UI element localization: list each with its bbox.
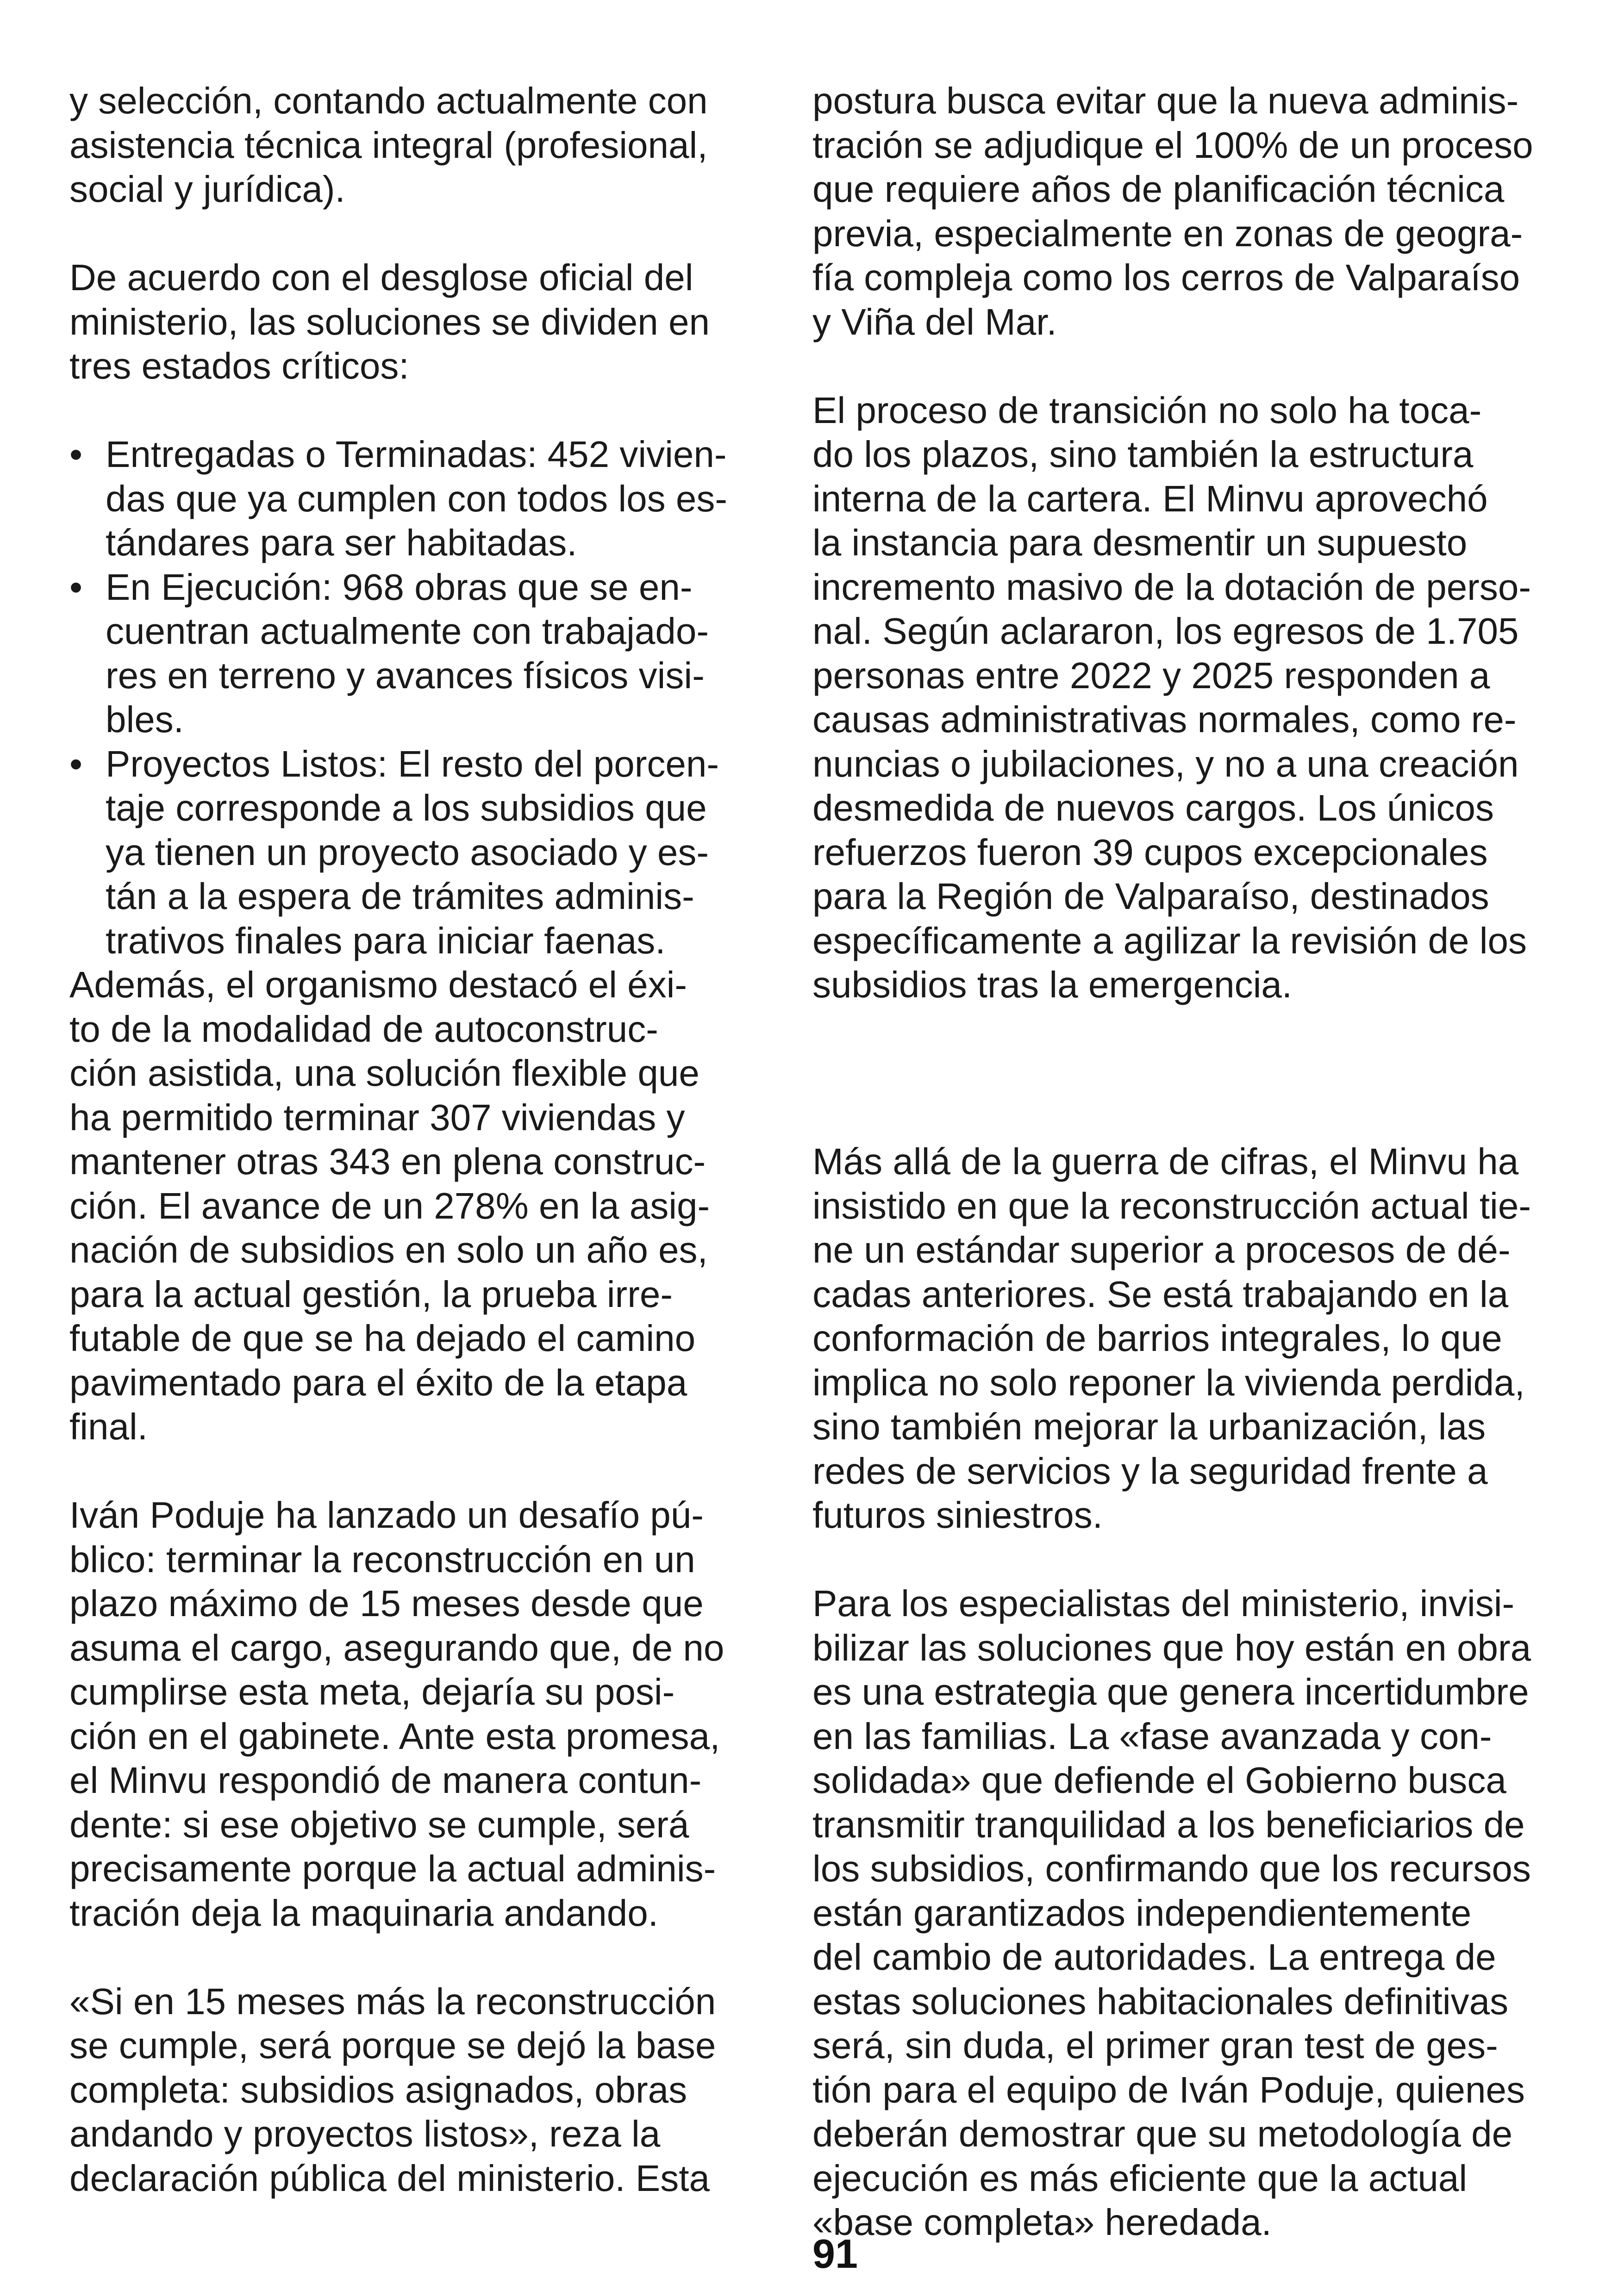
- text-line: ne un estándar superior a procesos de dé-: [812, 1229, 1511, 1270]
- bullet-text: Entregadas o Terminadas: 452 vivien-: [106, 434, 727, 475]
- text-line: Para los especialistas del ministerio, invisi-: [812, 1583, 1515, 1624]
- text-line: y selección, contando actualmente con: [69, 80, 708, 121]
- bullet-line: ya tienen un proyecto asociado y es-: [106, 831, 709, 873]
- text-line: cadas anteriores. Se está trabajando en la: [812, 1273, 1509, 1315]
- text-line: insistido en que la reconstrucción actual tie-: [812, 1185, 1531, 1226]
- paragraph-spacer: [812, 1007, 1567, 1095]
- right-paragraph-4: [812, 1581, 1567, 2245]
- text-line: transmitir tranquilidad a los beneficiarios de: [812, 1804, 1525, 1845]
- text-line: que requiere años de planificación técnica: [812, 168, 1505, 210]
- bullet-text: Proyectos Listos: El resto del porcen-: [106, 743, 719, 784]
- text-line: implica no solo reponer la vivienda perdida,: [812, 1362, 1525, 1403]
- right-column: [812, 79, 1567, 2245]
- text-line: ción asistida, una solución flexible que: [69, 1052, 700, 1094]
- bullet-line: [69, 432, 755, 477]
- right-paragraph-3: [812, 1139, 1567, 1537]
- text-line: sino también mejorar la urbanización, las: [812, 1406, 1486, 1447]
- text-line: Además, el organismo destacó el éxi-: [69, 964, 687, 1005]
- text-line: en las familias. La «fase avanzada y con-: [812, 1715, 1492, 1757]
- text-line: y Viña del Mar.: [812, 301, 1057, 342]
- text-line: estas soluciones habitacionales definitivas: [812, 1980, 1509, 2022]
- text-line: para la actual gestión, la prueba irre-: [69, 1273, 673, 1315]
- paragraph-spacer: [69, 212, 755, 256]
- text-line: bilizar las soluciones que hoy están en obra: [812, 1627, 1531, 1668]
- left-paragraph-2: [69, 255, 755, 388]
- bullet-line: res en terreno y avances físicos visi-: [106, 654, 705, 696]
- text-line: solidada» que defiende el Gobierno busca: [812, 1760, 1506, 1801]
- paragraph-spacer: [812, 344, 1567, 388]
- left-column: [69, 79, 755, 2200]
- text-line: pavimentado para el éxito de la etapa: [69, 1362, 687, 1403]
- left-paragraph-3: [69, 963, 755, 1449]
- paragraph-spacer: [69, 1449, 755, 1493]
- text-line: andando y proyectos listos», reza la: [69, 2113, 661, 2154]
- text-line: del cambio de autoridades. La entrega de: [812, 1936, 1496, 1978]
- text-line: nuncias o jubilaciones, y no a una creación: [812, 743, 1519, 784]
- text-line: to de la modalidad de autoconstruc-: [69, 1008, 658, 1050]
- right-paragraph-1: [812, 79, 1567, 344]
- left-paragraph-1: [69, 79, 755, 212]
- text-line: cumplirse esta meta, dejaría su posi-: [69, 1671, 675, 1712]
- text-line: ción. El avance de un 278% en la asig-: [69, 1185, 710, 1226]
- bullet-item-proyectos-listos: [69, 742, 755, 963]
- text-line: será, sin duda, el primer gran test de ges-: [812, 2025, 1498, 2066]
- bullet-icon: •: [69, 743, 83, 784]
- text-line: completa: subsidios asignados, obras: [69, 2069, 687, 2110]
- bullet-icon: •: [69, 434, 83, 475]
- text-line: mantener otras 343 en plena construc-: [69, 1141, 706, 1182]
- bullet-line: [69, 742, 755, 786]
- text-line: Iván Poduje ha lanzado un desafío pú-: [69, 1494, 704, 1536]
- bullet-line: [69, 565, 755, 610]
- text-line: previa, especialmente en zonas de geogra-: [812, 212, 1523, 254]
- text-line: tración se adjudique el 100% de un proceso: [812, 124, 1533, 166]
- text-line: De acuerdo con el desglose oficial del: [69, 257, 693, 298]
- text-line: «Si en 15 meses más la reconstrucción: [69, 1980, 716, 2022]
- text-line: social y jurídica).: [69, 168, 345, 210]
- bullet-text: En Ejecución: 968 obras que se en-: [106, 566, 693, 608]
- bullet-icon: •: [69, 566, 83, 608]
- text-line: fía compleja como los cerros de Valparaíso: [812, 257, 1520, 298]
- bullet-line: bles.: [106, 699, 184, 740]
- text-line: interna de la cartera. El Minvu aprovechó: [812, 478, 1488, 519]
- text-line: asuma el cargo, asegurando que, de no: [69, 1627, 725, 1668]
- text-line: nal. Según aclararon, los egresos de 1.705: [812, 610, 1519, 652]
- text-line: ejecución es más eficiente que la actual: [812, 2157, 1468, 2199]
- text-line: refuerzos fueron 39 cupos excepcionales: [812, 831, 1488, 873]
- text-line: dente: si ese objetivo se cumple, será: [69, 1804, 689, 1845]
- text-line: declaración pública del ministerio. Esta: [69, 2157, 710, 2199]
- bullet-line: trativos finales para iniciar faenas.: [106, 920, 666, 961]
- text-line: plazo máximo de 15 meses desde que: [69, 1583, 704, 1624]
- bullet-line: taje corresponde a los subsidios que: [106, 787, 707, 828]
- text-line: «base completa» heredada.: [812, 2202, 1272, 2243]
- bullet-line: tán a la espera de trámites adminis-: [106, 876, 694, 917]
- text-line: nación de subsidios en solo un año es,: [69, 1229, 708, 1270]
- bullet-line: das que ya cumplen con todos los es-: [106, 478, 728, 519]
- paragraph-spacer: [69, 388, 755, 433]
- paragraph-spacer: [69, 1935, 755, 1979]
- text-line: la instancia para desmentir un supuesto: [812, 522, 1468, 563]
- paragraph-spacer: [812, 1537, 1567, 1582]
- text-line: personas entre 2022 y 2025 responden a: [812, 654, 1490, 696]
- text-line: los subsidios, confirmando que los recursos: [812, 1848, 1531, 1889]
- text-line: es una estrategia que genera incertidumbre: [812, 1671, 1529, 1712]
- text-line: tración deja la maquinaria andando.: [69, 1892, 658, 1934]
- text-line: ministerio, las soluciones se dividen en: [69, 301, 710, 342]
- text-line: ha permitido terminar 307 viviendas y: [69, 1096, 685, 1138]
- text-line: El proceso de transición no solo ha toca-: [812, 389, 1482, 431]
- paragraph-spacer: [812, 1095, 1567, 1140]
- text-line: subsidios tras la emergencia.: [812, 964, 1293, 1005]
- text-line: deberán demostrar que su metodología de: [812, 2113, 1513, 2154]
- text-line: tres estados críticos:: [69, 345, 409, 386]
- bullet-line: tándares para ser habitadas.: [106, 522, 577, 563]
- text-line: do los plazos, sino también la estructura: [812, 434, 1474, 475]
- text-line: asistencia técnica integral (profesional,: [69, 124, 708, 166]
- text-line: precisamente porque la actual adminis-: [69, 1848, 716, 1889]
- text-line: desmedida de nuevos cargos. Los únicos: [812, 787, 1494, 828]
- text-line: conformación de barrios integrales, lo que: [812, 1318, 1502, 1359]
- text-line: para la Región de Valparaíso, destinados: [812, 876, 1489, 917]
- bullet-line: cuentran actualmente con trabajado-: [106, 610, 709, 652]
- text-line: blico: terminar la reconstrucción en un: [69, 1538, 695, 1580]
- text-line: incremento masivo de la dotación de perso-: [812, 566, 1531, 608]
- text-line: final.: [69, 1406, 148, 1447]
- left-paragraph-4: [69, 1493, 755, 1935]
- bullet-list: [69, 432, 755, 963]
- text-line: están garantizados independientemente: [812, 1892, 1472, 1934]
- text-line: tión para el equipo de Iván Poduje, quienes: [812, 2069, 1525, 2110]
- left-paragraph-5: [69, 1979, 755, 2201]
- bullet-item-ejecucion: [69, 565, 755, 742]
- text-line: futuros siniestros.: [812, 1494, 1103, 1536]
- text-line: específicamente a agilizar la revisión de los: [812, 920, 1527, 961]
- text-line: Más allá de la guerra de cifras, el Minvu ha: [812, 1141, 1519, 1182]
- text-line: redes de servicios y la seguridad frente a: [812, 1450, 1488, 1492]
- page-number: 91: [812, 2231, 858, 2277]
- right-paragraph-2: [812, 388, 1567, 1007]
- text-line: se cumple, será porque se dejó la base: [69, 2025, 716, 2066]
- bullet-item-entregadas: [69, 432, 755, 565]
- text-line: postura busca evitar que la nueva adminis-: [812, 80, 1519, 121]
- text-line: futable de que se ha dejado el camino: [69, 1318, 696, 1359]
- text-line: el Minvu respondió de manera contun-: [69, 1760, 702, 1801]
- text-line: causas administrativas normales, como re-: [812, 699, 1517, 740]
- text-line: ción en el gabinete. Ante esta promesa,: [69, 1715, 720, 1757]
